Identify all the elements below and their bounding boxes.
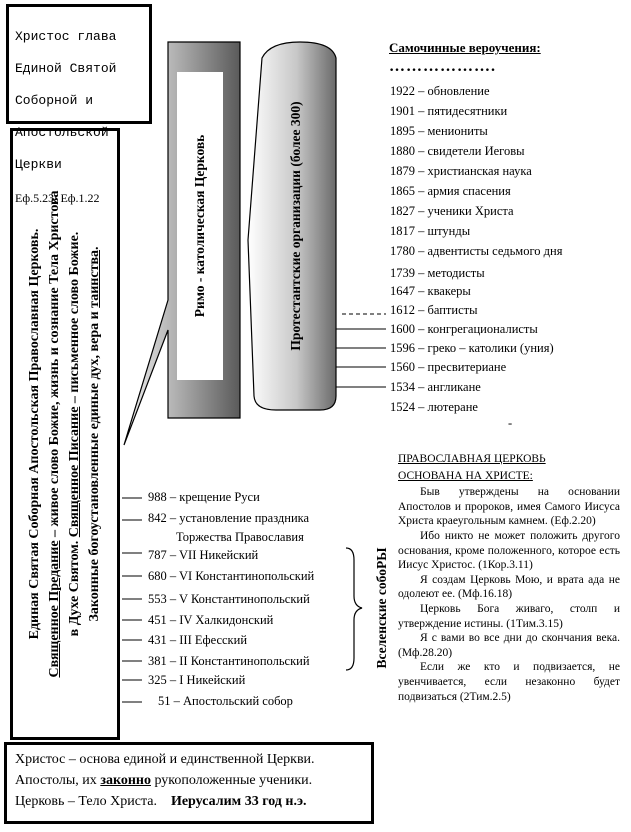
sect-item: 1600 – конгрегационалисты xyxy=(390,322,538,336)
council-item: 787 – VII Никейский xyxy=(148,548,259,562)
sect-item: 1534 – англикане xyxy=(390,380,481,394)
sect-item: 1596 – греко – католики (уния) xyxy=(390,341,554,355)
quotes-heading-line: ОСНОВАНА НА ХРИСТЕ: xyxy=(398,469,533,482)
sects-title: Самочинные вероучения: xyxy=(389,40,541,55)
sects-dots: ………………. xyxy=(389,58,496,75)
catholic-church-label: Римо - католическая Церковь xyxy=(192,134,207,318)
event-item: 842 – установление праздника xyxy=(148,511,310,525)
sect-item: 1901 – пятидесятники xyxy=(390,104,508,118)
orthodox-church-pillar xyxy=(10,128,120,740)
quote-paragraph: Быв утверждены на основании Апостолов и пророков, имея Самого Иисуса Христа краеугольным камнем. (Еф.2.20) xyxy=(398,486,620,528)
foundation-line-1: Христос – основа единой и единственной Церкви. xyxy=(15,752,315,767)
sect-item: 1739 – методисты xyxy=(390,266,485,280)
council-item: 325 – I Никейский xyxy=(148,673,246,687)
sect-item: 1524 – лютеране xyxy=(390,400,478,414)
council-item: 680 – VI Константинопольский xyxy=(148,569,315,583)
quote-paragraph: Если же кто и подвизается, не увенчивается, если незаконно будет подвизаться (2Тим.2.5) xyxy=(398,661,620,703)
sect-dash: - xyxy=(508,416,513,430)
council-item: 381 – II Константинопольский xyxy=(148,654,310,668)
sect-item: 1647 – квакеры xyxy=(390,284,471,298)
foundation-line-2: Апостолы, их законно рукоположенные ученики. xyxy=(15,773,313,788)
sect-item: 1612 – баптисты xyxy=(390,303,478,317)
sect-item: 1922 – обновление xyxy=(390,84,490,98)
council-item: 431 – III Ефесский xyxy=(148,633,248,647)
sect-item: 1560 – пресвитериане xyxy=(390,360,507,374)
event-item: 988 – крещение Руси xyxy=(148,490,260,504)
orthodox-church-text: Единая Святая Соборная Апостольская Православная Церковь. Священное Предание – живое слово Божие, жизнь и сознание Тела Христова в Духе Святом. Священное Писание – письменное слово Божие. Законные богоустановленные единые дух, вера и таинства. xyxy=(27,190,102,678)
quote-paragraph: Я с вами во все дни до скончания века. (Мф.28.20) xyxy=(398,632,620,659)
sect-item: 1780 – адвентисты седьмого дня xyxy=(390,244,563,258)
quotes-heading-line: ПРАВОСЛАВНАЯ ЦЕРКОВЬ xyxy=(398,453,546,465)
councils-brace xyxy=(346,548,362,670)
protestant-organizations-label: Протестантские организации (более 300) xyxy=(288,101,303,351)
sect-item: 1865 – армия спасения xyxy=(390,184,511,198)
council-item: 51 – Апостольский собор xyxy=(158,694,293,708)
sect-item: 1827 – ученики Христа xyxy=(390,204,514,218)
event-item: Торжества Православия xyxy=(176,530,304,544)
christ-head-reference: Еф.5.23; Еф.1.22 xyxy=(15,191,100,205)
quote-paragraph: Я создам Церковь Мою, и врата ада не одолеют ее. (Мф.16.18) xyxy=(398,573,620,601)
sect-item: 1879 – христианская наука xyxy=(390,164,532,178)
sect-item: 1817 – штунды xyxy=(390,224,471,238)
sect-item: 1880 – свидетели Иеговы xyxy=(390,144,525,158)
quote-paragraph: Церковь Бога живаго, столп и утверждение истины. (1Тим.3.15) xyxy=(398,602,620,630)
foundation-box xyxy=(4,742,374,824)
council-item: 451 – IV Халкидонский xyxy=(148,613,274,627)
quote-paragraph: Ибо никто не может положить другого основания, кроме положенного, которое есть Иисус Христос. (1Кор.3.11) xyxy=(398,529,620,572)
christ-head-title: Христос глава Единой Святой Соборной и Апостольской Церкви xyxy=(15,29,117,172)
sect-item: 1895 – мениониты xyxy=(390,124,488,138)
council-item: 553 – V Константинопольский xyxy=(148,592,310,606)
foundation-line-3: Церковь – Тело Христа. Иерусалим 33 год н.э. xyxy=(15,794,307,809)
ecumenical-councils-label: Вселенские собоРЫ xyxy=(374,547,389,669)
orthodox-foundation-quotes xyxy=(398,452,620,704)
christ-head-box xyxy=(6,4,152,205)
